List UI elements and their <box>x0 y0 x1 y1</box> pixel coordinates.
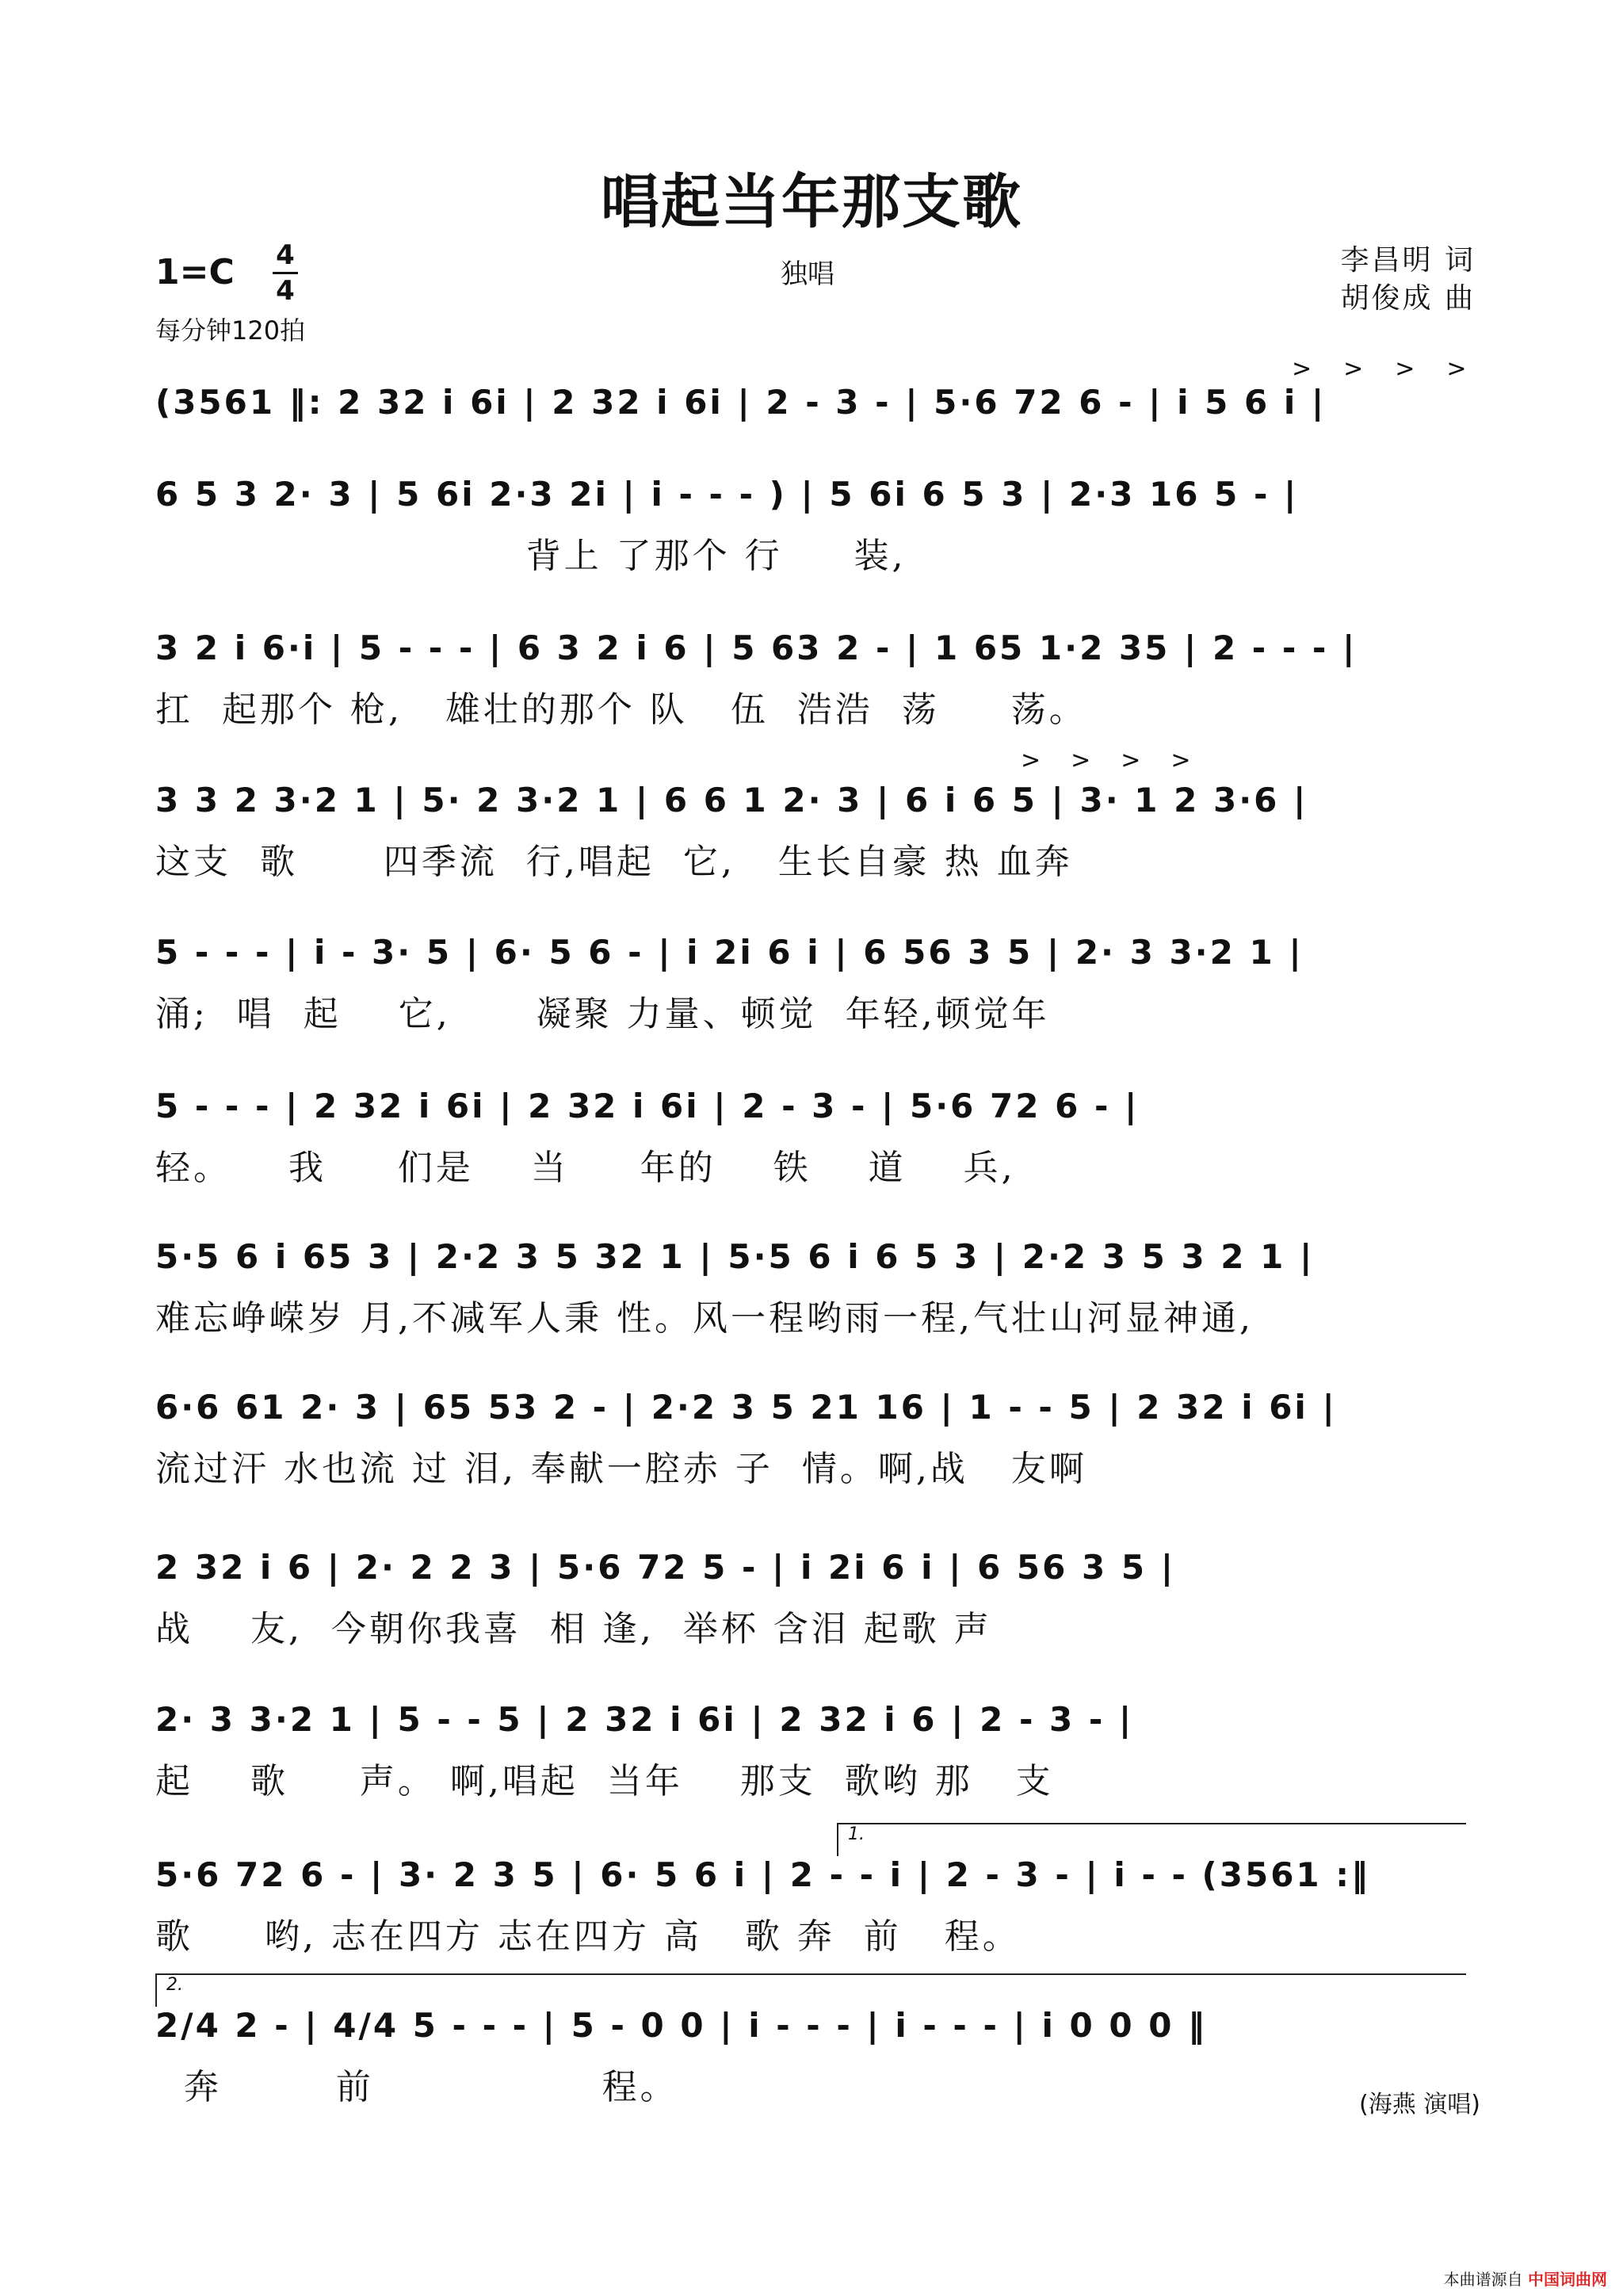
lyrics-line: 这支 歌 四季流 行,唱起 它, 生长自豪 热 血奔 <box>155 842 1073 882</box>
lyrics-line: 奔 前 程。 <box>155 2067 678 2107</box>
footer-source: 本曲谱源自 <box>1443 2270 1523 2289</box>
notation-line: 6 5 3 2· 3 | 5 6i 2·3 2i | i - - - ) | 5 6i 6 5 3 | 2·3 16 5 - | <box>155 475 1299 514</box>
time-sig-line <box>273 272 298 274</box>
lyrics-line: 背上 了那个 行 装, <box>155 536 907 576</box>
notation-line: 2 32 i 6 | 2· 2 2 3 | 5·6 72 5 - | i 2i 6 i | 6 56 3 5 | <box>155 1548 1176 1587</box>
lyrics-line: 起 歌 声。 啊,唱起 当年 那支 歌哟 那 支 <box>155 1761 1054 1801</box>
notation-line: 3 2 i 6·i | 5 - - - | 6 3 2 i 6 | 5 63 2 - | 1 65 1·2 35 | 2 - - - | <box>155 628 1358 667</box>
time-sig-top: 4 <box>276 239 295 271</box>
source-footer <box>1444 2267 1607 2290</box>
lyrics-line: 战 友, 今朝你我喜 相 逢, 举杯 含泪 起歌 声 <box>155 1609 992 1649</box>
notation-line: 5·5 6 i 65 3 | 2·2 3 5 32 1 | 5·5 6 i 6 5 3 | 2·2 3 5 3 2 1 | <box>155 1237 1315 1276</box>
notation-line: 3 3 2 3·2 1 | 5· 2 3·2 1 | 6 6 1 2· 3 | 6 i 6 5 | 3· 1 2 3·6 | <box>155 781 1308 819</box>
volta-2-label: 2. <box>166 1975 183 1995</box>
lyrics-line: 流过汗 水也流 过 泪, 奉献一腔赤 子 情。啊,战 友啊 <box>155 1449 1087 1489</box>
notation-line: 5·6 72 6 - | 3· 2 3 5 | 6· 5 6 i | 2 - - i | 2 - 3 - | i - - (3561 :‖ <box>155 1855 1371 1894</box>
lyrics-line: 难忘峥嵘岁 月,不减军人秉 性。风一程哟雨一程,气壮山河显神通, <box>155 1298 1254 1339</box>
performer-credit: (海燕 演唱) <box>1359 2091 1480 2118</box>
key-signature: 1=C <box>155 252 235 292</box>
composer-credit: 胡俊成 曲 <box>1340 282 1476 315</box>
tempo-marking: 每分钟120拍 <box>155 315 306 346</box>
notation-line: 2/4 2 - | 4/4 5 - - - | 5 - 0 0 | i - - - | i - - - | i 0 0 0 ‖ <box>155 2006 1208 2045</box>
lyricist-credit: 李昌明 词 <box>1340 244 1476 277</box>
notation-line: (3561 ‖: 2 32 i 6i | 2 32 i 6i | 2 - 3 - | 5·6 72 6 - | i 5 6 i | <box>155 383 1327 422</box>
lyrics-line: 歌 哟, 志在四方 志在四方 高 歌 奔 前 程。 <box>155 1916 1021 1957</box>
notation-line: 2· 3 3·2 1 | 5 - - 5 | 2 32 i 6i | 2 32 i 6 | 2 - 3 - | <box>155 1700 1134 1739</box>
notation-line: 5 - - - | 2 32 i 6i | 2 32 i 6i | 2 - 3 - | 5·6 72 6 - | <box>155 1087 1140 1125</box>
volta-1-label: 1. <box>848 1824 865 1844</box>
notation-line: 6·6 61 2· 3 | 65 53 2 - | 2·2 3 5 21 16 | 1 - - 5 | 2 32 i 6i | <box>155 1388 1337 1427</box>
time-sig-bottom: 4 <box>276 275 295 307</box>
time-signature <box>269 239 301 307</box>
lyrics-line: 涌; 唱 起 它, 凝聚 力量、顿觉 年轻,顿觉年 <box>155 994 1050 1034</box>
notation-line: 5 - - - | i - 3· 5 | 6· 5 6 - | i 2i 6 i | 6 56 3 5 | 2· 3 3·2 1 | <box>155 933 1304 972</box>
song-title: 唱起当年那支歌 <box>601 168 1022 236</box>
footer-site-link[interactable]: 中国词曲网 <box>1528 2270 1607 2289</box>
accent-marks-2: >>>> <box>1021 747 1221 774</box>
lyrics-line: 轻。 我 们是 当 年的 铁 道 兵, <box>155 1148 1016 1188</box>
lyrics-line: 扛 起那个 枪, 雄壮的那个 队 伍 浩浩 荡 荡。 <box>155 690 1087 730</box>
performance-type: 独唱 <box>781 258 834 290</box>
accent-marks-1: >>>> <box>1292 355 1499 383</box>
